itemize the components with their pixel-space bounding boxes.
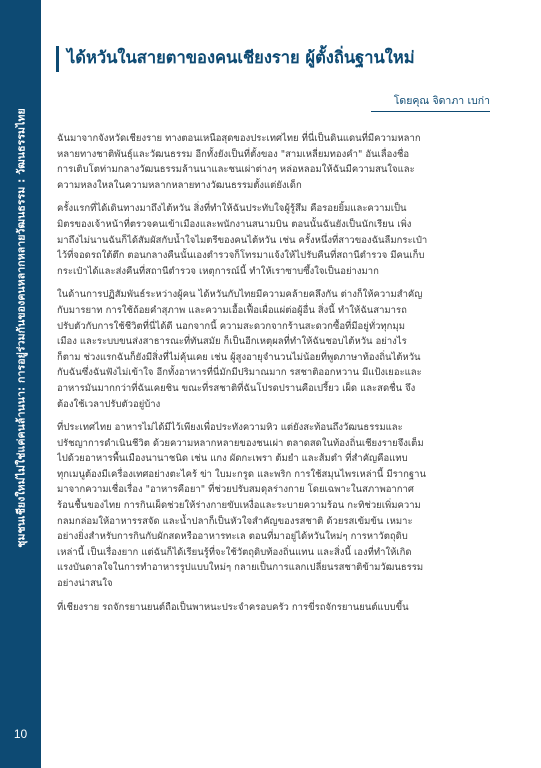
paragraph-line: ก็ตาม ช่วงแรกฉันก็ยังมีสิ่งที่ไม่คุ้นเคย เช่น ผู้สูงอายุจำนวนไม่น้อยที่พูดภาษาท้องถิ่นไต้หวัน (57, 351, 421, 363)
paragraph-line: กลมกล่อมให้อาหารรสจัด และน้ำปลาก็เป็นหัวใจสำคัญของรสชาติ ด้วยรสเข้มข้น เหมาะ (57, 515, 413, 527)
article-body (57, 131, 490, 615)
paragraph-line: มาถึงไม่นานฉันก็ได้สัมผัสกับน้ำใจไมตรีของคนไต้หวัน เช่น ครั้งหนึ่งที่สาวของฉันลืมกระเป๋า (57, 234, 428, 246)
paragraph-line: มิตรของเจ้าหน้าที่ตรวจคนเข้าเมืองและพนักงานสนามบิน ตอนนั้นฉันยังเป็นนักเรียน เพิ่ง (57, 218, 412, 230)
sidebar-title-wrapper (0, 0, 41, 655)
paragraph-line: เมือง และระบบขนส่งสาธารณะที่ทันสมัย ก็เป็นอีกเหตุผลที่ทำให้ฉันชอบไต้หวัน อย่างไร (57, 336, 407, 348)
paragraph (57, 287, 490, 412)
paragraph-line: ไว้ที่จอดรถใต้ตึก ตอนกลางคืนนั้นเองตำรวจก็โทรมาแจ้งให้ไปรับคืนที่สถานีตำรวจ มีคนเก็บ (57, 250, 425, 262)
paragraph-line: กระเป๋าได้และส่งคืนที่สถานีตำรวจ เหตุการณ์นี้ ทำให้เราซาบซึ้งใจเป็นอย่างมาก (57, 265, 379, 277)
paragraph-line: ทุกเมนูต้องมีเครื่องเทศอย่างตะไคร้ ข่า ใบมะกรูด และพริก การใช้สมุนไพรเหล่านี้ มีรากฐาน (57, 468, 426, 480)
paragraph (57, 131, 490, 193)
paragraph-line: ที่เชียงราย รถจักรยานยนต์ถือเป็นพาหนะประจำครอบครัว การขี่รถจักรยานยนต์แบบขี้น (57, 601, 409, 613)
author-byline: โดยคุณ จิดาภา เบก่า (393, 95, 490, 107)
paragraph-line: ปรับตัวกับการใช้ชีวิตที่นี่ได้ดี นอกจากนี้ ความสะดวกจากร้านสะดวกซื้อที่มีอยู่ทั่วทุกมุม (57, 320, 405, 332)
paragraph-line: ฉันมาจากจังหวัดเชียงราย ทางตอนเหนือสุดของประเทศไทย ที่นี่เป็นดินแดนที่มีความหลาก (57, 133, 421, 144)
paragraph (57, 201, 490, 279)
paragraph-line: ในด้านการปฏิสัมพันธ์ระหว่างผู้คน ได้หวันกับไทยมีความคล้ายคลึงกัน ต่างก็ให้ความสำคัญ (57, 289, 423, 301)
paragraph-line: ครั้งแรกที่ได้เดินทางมาถึงไต้หวัน สิ่งที่ทำให้ฉันประทับใจผู้รู้สึม คือรอยยิ้มและความเป็น (57, 203, 407, 215)
article-title: ได้หวันในสายตาของคนเชียงราย ผู้ตั้งถิ่นฐานใหม่ (67, 48, 415, 67)
paragraph-line: หลายทางชาติพันธุ์และวัฒนธรรม อีกทั้งยังเป็นที่ตั้งของ "สามเหลี่ยมทองคำ" อันเลื่องชื่อ (57, 148, 410, 160)
paragraph-gap (57, 412, 490, 420)
paragraph-line: ปรัชญาการดำเนินชีวิต ด้วยความหลากหลายของชนเผ่า ตลาดสดในท้องถิ่นเชียงรายจึงเต็ม (57, 437, 424, 449)
paragraph (57, 600, 490, 616)
paragraph-line: กับมารยาท การใช้ถ้อยคำสุภาพ และความเอื้อเฟื้อเผื่อแผ่ต่อผู้อื่น สิ่งนี้ ทำให้ฉันสามารถ (57, 304, 407, 316)
paragraph-line: มาจากความเชื่อเรื่อง "อาหารคือยา" ที่ช่วยปรับสมดุลร่างกาย โดยเฉพาะในสภาพอากาศ (57, 484, 414, 496)
author-underline (371, 111, 490, 112)
paragraph-line: ความหลงใหลในความหลากหลายทางวัฒนธรรมตั้งแต่ยังเด็ก (57, 179, 302, 191)
paragraph-line: แรงบันดาลใจในการทำอาหารรูปแบบใหม่ๆ กลายเป็นการแลกเปลี่ยนรสชาติข้ามวัฒนธรรม (57, 562, 424, 574)
paragraph-line: ร้อนชื้นของไทย การกินเผ็ดช่วยให้ร่างกายขับเหงื่อและระบายความร้อน กะทิช่วยเพิ่มความ (57, 500, 421, 512)
paragraph-line: เหล่านี้ เป็นเรื่องยาก แต่ฉันก็ได้เรียนรู้ที่จะใช้วัตถุดิบท้องถิ่นแทน และสิ่งนี้ เองที่ทำให้เกิด (57, 546, 412, 558)
paragraph-line: ไปด้วยอาหารพื้นเมืองนานาชนิด เช่น แกง ผัดกะเพรา ต้มยำ และส้มตำ ที่สำคัญคือแทบ (57, 453, 408, 465)
paragraph-line: อย่างน่าสนใจ (57, 578, 113, 590)
paragraph-gap (57, 592, 490, 600)
paragraph-line: อาหารมันมากกว่าที่ฉันเคยชิน ขณะที่รสชาติที่ฉันโปรดปรานคือเปรี้ยว เผ็ด และสดชื่น จึง (57, 382, 416, 394)
paragraph-line: การเติบโตท่ามกลางวัฒนธรรมล้านนาและชนเผ่าต่างๆ หล่อหลอมให้ฉันมีความสนใจและ (57, 164, 415, 176)
sidebar-title: ชุมชนเชียงใหม่ไม่ใช่แค่คนล้านนา: การอยู่ร่วมกันของคนหลากหลายวัฒนธรรม : วัฒนธรรมไทย (15, 107, 27, 548)
paragraph-line: ต้องใช้เวลาปรับตัวอยู่บ้าง (57, 398, 161, 410)
sidebar (0, 0, 41, 768)
page-number: 10 (13, 727, 28, 741)
paragraph-line: ที่ประเทศไทย อาหารไม่ได้มีไว้เพียงเพื่อประทังความหิว แต่ยังสะท้อนถึงวัฒนธรรมและ (57, 422, 403, 434)
title-accent-bar (56, 46, 59, 72)
paragraph-line: กับฉันซึ่งฉันฟังไม่เข้าใจ อีกทั้งอาหารที่นี่มักมีปริมาณมาก รสชาติออกหวาน มีแป้งเยอะและ (57, 367, 422, 379)
paragraph-line: อย่างยิ่งสำหรับการกินกับผักสดหรืออาหารทะเล ตอนที่มาอยู่ได้หวันใหม่ๆ การหาวัตถุดิบ (57, 531, 408, 543)
paragraph (57, 420, 490, 592)
paragraph-gap (57, 279, 490, 287)
paragraph-gap (57, 193, 490, 201)
